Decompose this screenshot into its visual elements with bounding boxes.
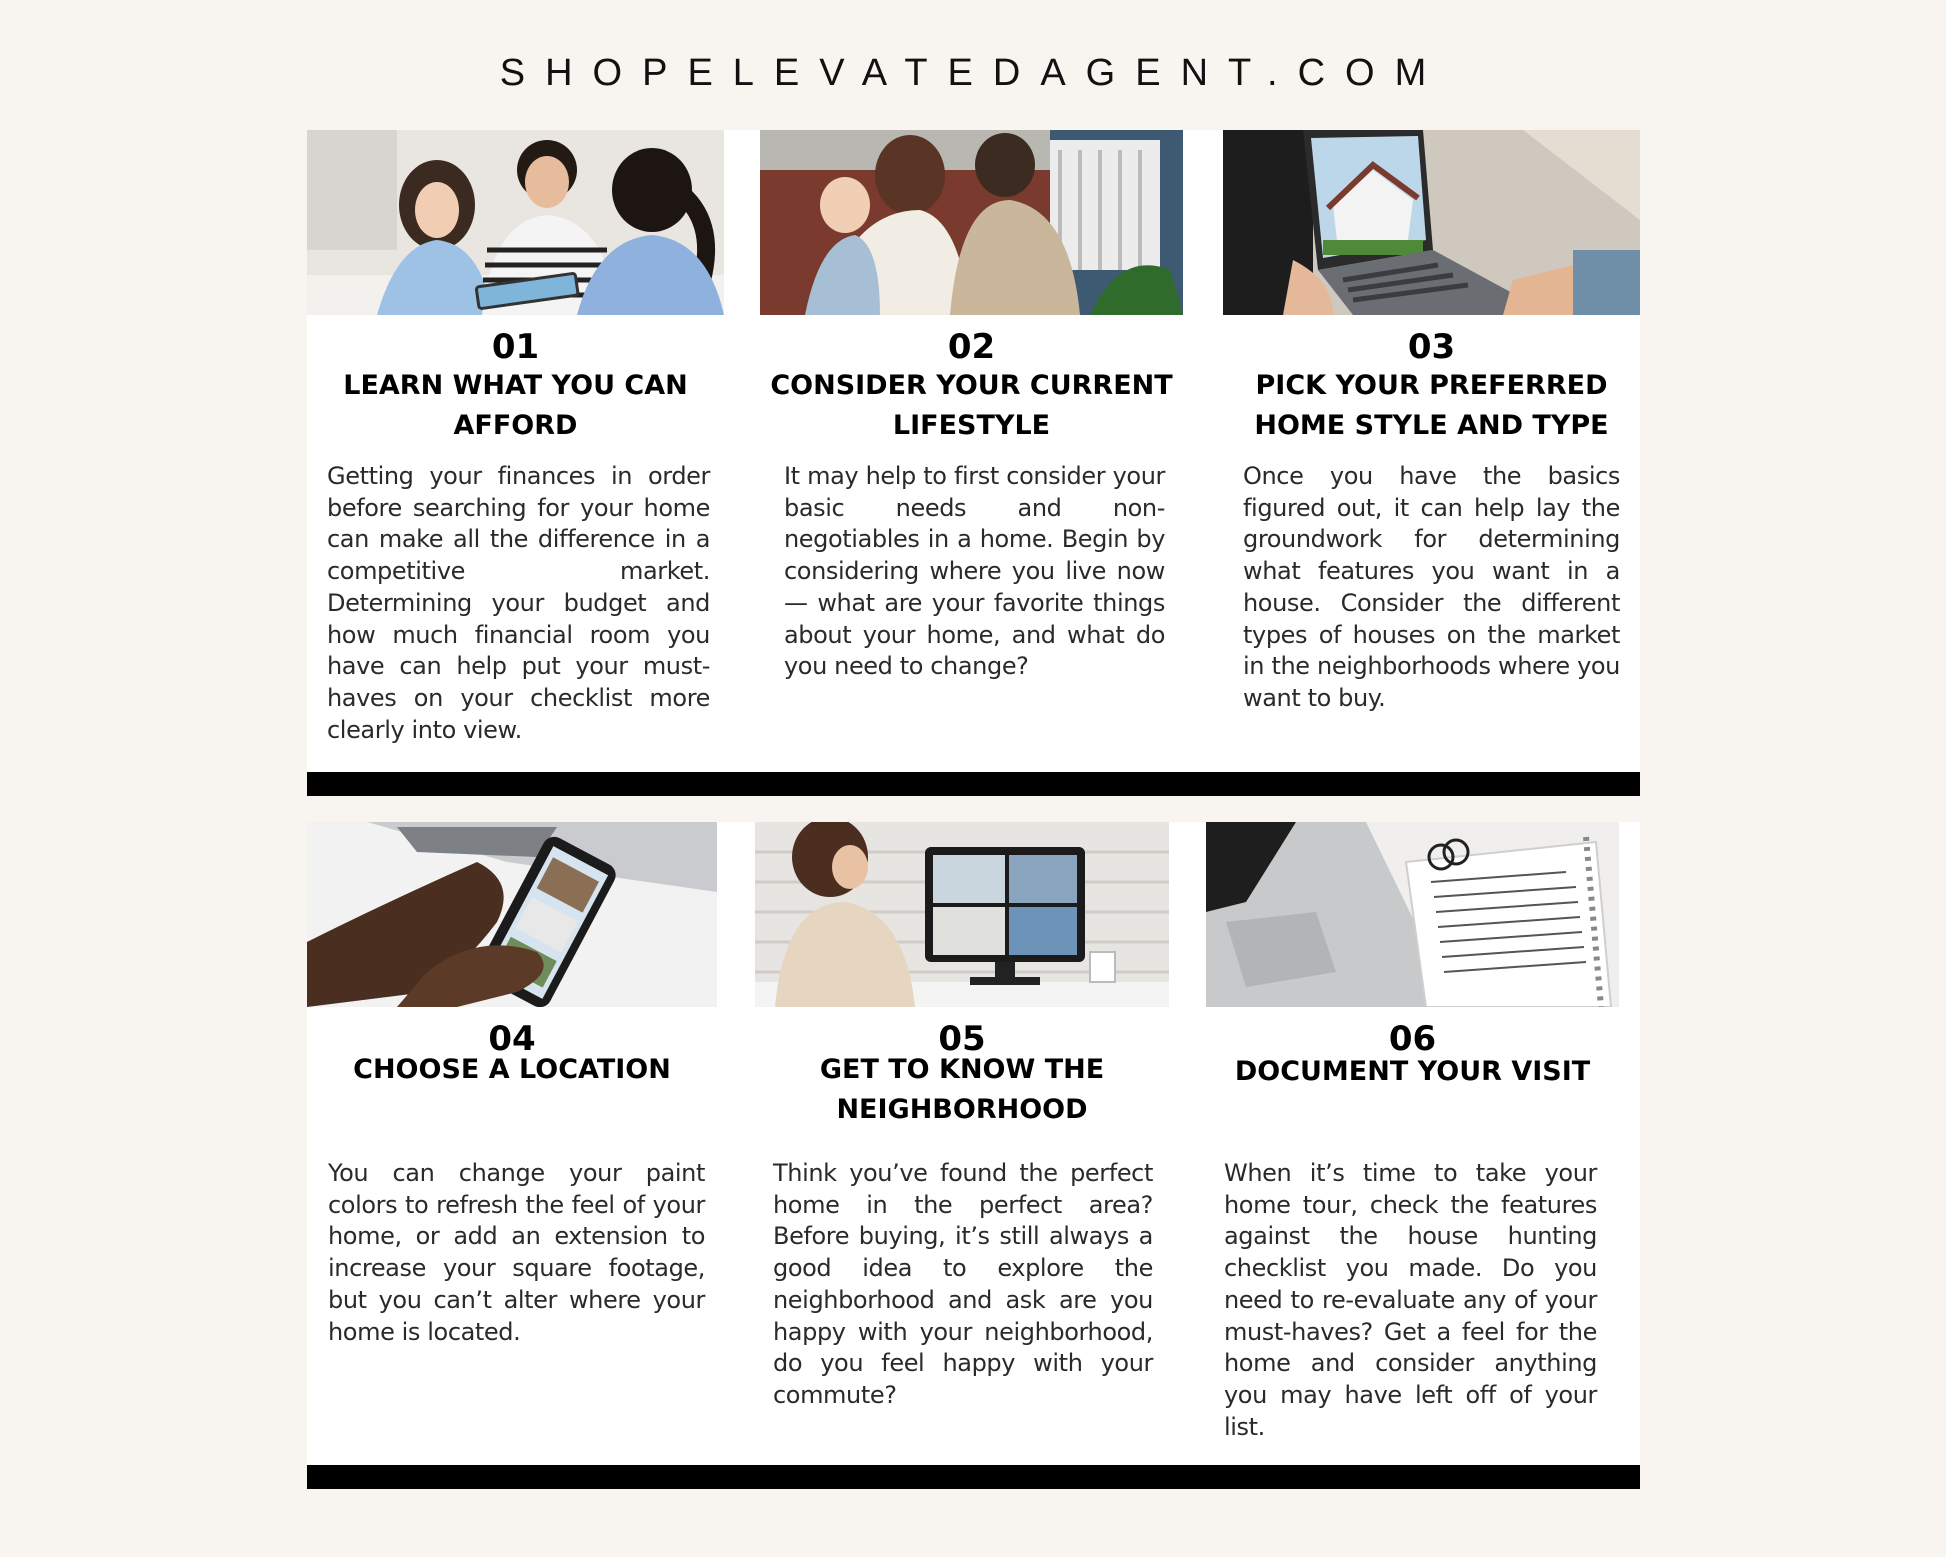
step-title: CONSIDER YOUR CURRENT LIFESTYLE	[770, 370, 1173, 441]
step-body: Think you’ve found the perfect home in the perfect area? Before buying, it’s still always a good idea to explore the neighborhood and ask are you happy with your neighborhood, do you feel happy with your commute?	[773, 1159, 1153, 1409]
photo-family-at-house	[760, 130, 1183, 315]
step-title: CHOOSE A LOCATION	[353, 1054, 671, 1085]
step-body: It may help to first consider your basic needs and non-negotiables in a home. Begin by considering where you live now — what are your favorite things about your home, and what do you need to change?	[784, 462, 1165, 681]
step-body: Once you have the basics figured out, it can help lay the groundwork for determining what features you want in a house. Consider the different types of houses on the market in the neighborhoods where you want to buy.	[1243, 462, 1620, 712]
step-title: GET TO KNOW THE NEIGHBORHOOD	[819, 1054, 1105, 1125]
divider-bar	[307, 1465, 1640, 1489]
step-title: LEARN WHAT YOU CAN AFFORD	[343, 370, 688, 441]
photo-phone-listings	[307, 822, 717, 1007]
step-body: When it’s time to take your home tour, check the features against the house hunting checklist you made. Do you need to re-evaluate any of your must-haves? Get a feel for the home and consider anything you may have left off of your list.	[1224, 1159, 1597, 1441]
photo-monitor-houses	[755, 822, 1169, 1007]
step-number: 02	[947, 327, 996, 367]
steps-panel-bottom	[307, 822, 1640, 1489]
step-number: 01	[491, 327, 540, 367]
photo-laptop-notebook	[1206, 822, 1619, 1007]
step-number: 04	[488, 1019, 536, 1059]
step-number: 06	[1388, 1019, 1437, 1059]
photo-family-with-agent	[307, 130, 724, 315]
steps-panel-top	[307, 130, 1640, 796]
step-body: You can change your paint colors to refresh the feel of your home, or add an extension to increase your square footage, but you can’t alter where your home is located.	[328, 1159, 705, 1346]
divider-bar	[307, 772, 1640, 796]
step-body: Getting your finances in order before searching for your home can make all the difference in a competitive market. Determining your budget and how much financial room you have can help put your must-haves on your checklist more clearly into view.	[327, 462, 710, 744]
step-number: 05	[938, 1019, 986, 1059]
site-title: SHOPELEVATEDAGENT.COM	[499, 52, 1447, 94]
step-number: 03	[1407, 327, 1456, 367]
step-title: DOCUMENT YOUR VISIT	[1234, 1056, 1591, 1087]
photo-laptop-house	[1223, 130, 1640, 315]
step-title: PICK YOUR PREFERRED HOME STYLE AND TYPE	[1254, 370, 1609, 441]
